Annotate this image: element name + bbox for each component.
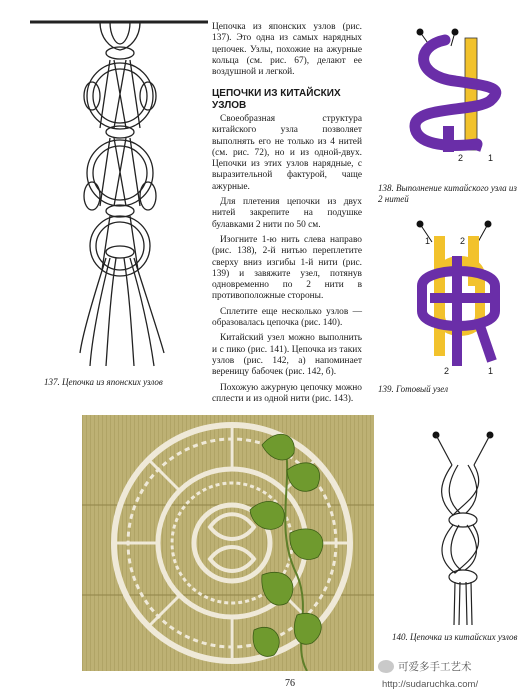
wechat-icon — [378, 660, 394, 673]
label-fig139-top-1: 1 — [425, 236, 431, 246]
label-fig139-top-2: 2 — [460, 236, 466, 246]
watermark-url: http://sudaruchka.com/ — [382, 679, 479, 690]
body-paragraph: Изогните 1-ю нить слева направо (рис. 138), 2-й нитью переплетите сверху вниз изгибы 1-й нити (рис. 139) и завяжите узел, потянув одновременно по 2 нити в противоположные стороны. — [212, 234, 362, 302]
intro-paragraph: Цепочка из японских узлов (рис. 137). Это одна из самых нарядных цепочек. Узлы, похожие на ажурные кольца (см. рис. 67), делают ее воздушной и легкой. — [212, 22, 362, 78]
body-paragraph: Похожую ажурную цепочку можно сплести и из одной нити (рис. 143). — [212, 382, 362, 404]
body-paragraph: Сплетите еще несколько узлов — образовалась цепочка (рис. 140). — [212, 306, 362, 329]
label-fig138-1: 1 — [488, 153, 494, 163]
macrame-photo — [82, 415, 374, 671]
section-heading: ЦЕПОЧКИ ИЗ КИТАЙСКИХ УЗЛОВ — [212, 88, 341, 111]
caption-fig140: 140. Цепочка из китайских узлов — [392, 632, 518, 642]
body-paragraph: Своеобразная структура китайского узла позволяет выполнять его не только из 4 нитей (см. рис. 72), но и из одной-двух. Цепочки из этих узлов нарядные, с выразительной фактурой, чаще ажурные. — [212, 114, 362, 192]
page-number: 76 — [285, 678, 295, 689]
label-fig139-bottom-1: 1 — [488, 366, 494, 376]
label-fig138-2: 2 — [458, 153, 464, 163]
macrame-wheel-image — [82, 415, 374, 671]
watermark — [378, 660, 528, 696]
body-text — [212, 114, 362, 409]
watermark-name: 可爱多手工艺术 — [398, 661, 472, 673]
figure-137 — [30, 8, 210, 368]
caption-fig137: 137. Цепочка из японских узлов — [44, 377, 163, 387]
chinese-knot-chain-drawing — [408, 425, 518, 625]
body-paragraph: Китайский узел можно выполнить и с пико (рис. 141). Цепочка из таких узлов (рис. 142, а) напоминает вереницу бабочек (рис. 142, б). — [212, 333, 362, 378]
figure-140 — [408, 425, 518, 625]
label-fig139-bottom-2: 2 — [444, 366, 450, 376]
japanese-knot-chain-drawing — [30, 8, 210, 368]
body-paragraph: Для плетения цепочки из двух нитей закрепите на подушке булавками 2 нити по 50 см. — [212, 197, 362, 230]
caption-fig139: 139. Готовый узел — [378, 384, 448, 394]
caption-fig138: 138. Выполнение китайского узла из 2 нитей — [378, 183, 517, 204]
